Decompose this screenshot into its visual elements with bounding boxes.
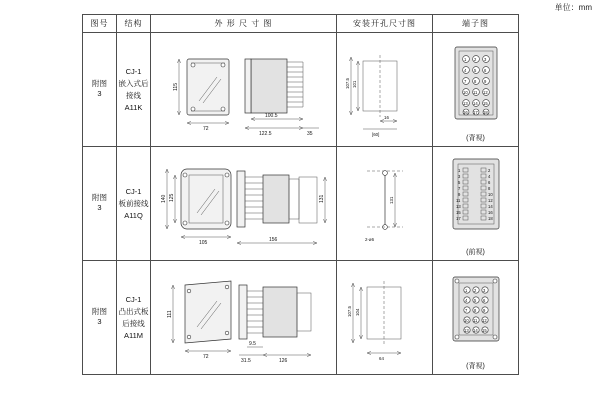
dim-122-5: 122.5 [259,131,272,137]
pin-label: 6 [483,298,486,303]
dim-126: 126 [279,358,288,364]
struct-desc: 板前接线 [118,198,149,208]
spec-table [82,14,519,375]
pin-label: 4 [488,174,491,179]
pin-label: 5 [474,298,477,303]
struct-desc: 凸出式板后接线 [118,307,149,328]
table-row [83,33,519,147]
pin-label: 6 [484,68,487,73]
dim-64: 64 [379,356,384,361]
terminal-caption: (背视) [466,363,485,370]
dim-125: 125 [169,193,175,202]
cell-outline-drawing [151,33,337,147]
pin-label: 2 [474,288,477,293]
pin-label: 1 [464,57,467,62]
struct-code: A11M [123,330,144,340]
table-header-row [83,15,519,33]
dim-100-5: 100.5 [265,113,278,119]
pin-label: 11 [473,318,478,323]
pin-label: 15 [456,210,461,215]
terminal-caption: (前视) [466,249,485,256]
struct-model: CJ-1 [125,67,142,76]
outline-drawing-1 [151,33,337,146]
dim-60: [60] [372,132,380,137]
pin-label: 15 [482,328,487,333]
header-term: 端子图 [433,15,519,33]
cell-terminal-diagram [433,261,519,375]
pin-label: 11 [473,90,478,95]
struct-model: CJ-1 [125,295,142,304]
figure-label: 附图 [92,78,107,88]
outline-drawing-2 [151,147,337,260]
pin-label: 4 [465,298,468,303]
header-outline: 外 形 尺 寸 图 [151,15,337,33]
dim-2-d6: 2-ø6 [365,237,375,242]
cell-mount-drawing [337,261,433,375]
terminal-diagram-3 [433,261,519,374]
pin-label: 9 [484,79,487,84]
pin-label: 16 [463,110,468,115]
figure-number: 3 [97,317,102,327]
pin-label: 16 [488,210,493,215]
pin-label: 2 [474,57,477,62]
figure-label: 附图 [92,192,107,202]
dim-16: 16 [384,115,389,120]
pin-label: 13 [464,328,469,333]
figure-number: 3 [97,203,102,213]
cell-terminal-diagram [433,147,519,261]
pin-label: 4 [464,68,467,73]
pin-label: 10 [488,192,493,197]
cell-terminal-diagram [433,33,519,147]
table-row [83,147,519,261]
pin-label: 1 [465,288,468,293]
header-no: 图号 [83,15,117,33]
pin-label: 5 [458,180,461,185]
dim-101: 101 [352,80,357,88]
dim-131: 131 [389,196,394,204]
pin-label: 13 [463,101,468,106]
cell-structure [117,33,151,147]
pin-label: 15 [483,101,488,106]
dim-156: 156 [269,237,278,243]
pin-label: 10 [463,90,468,95]
pin-label: 8 [474,79,477,84]
cell-structure [117,147,151,261]
struct-model: CJ-1 [125,186,142,196]
figure-number: 3 [97,89,102,99]
pin-label: 14 [488,204,493,209]
figure-label: 附图 [92,306,107,316]
pin-label: 8 [474,308,477,313]
pin-label: 14 [473,328,478,333]
pin-label: 13 [456,204,461,209]
cell-mount-drawing [337,147,433,261]
terminal-caption: (背视) [466,135,485,142]
header-mount: 安装开孔尺寸图 [337,15,433,33]
pin-label: 2 [488,168,491,173]
dim-140: 140 [161,194,167,203]
dim-131: 131 [319,194,325,203]
dim-107-5: 107.5 [347,306,352,317]
pin-label: 9 [458,192,461,197]
table-row [83,261,519,375]
cell-outline-drawing [151,147,337,261]
dim-9-5: 9.5 [249,341,256,347]
dim-107-5: 107.5 [345,78,350,89]
cell-outline-drawing [151,261,337,375]
pin-label: 7 [458,186,461,191]
dim-104: 104 [355,308,360,316]
pin-label: 8 [488,186,491,191]
struct-code: A11K [124,102,143,112]
terminal-diagram-2 [433,147,519,260]
dim-35: 35 [307,131,313,137]
pin-label: 6 [488,180,491,185]
mount-drawing-2 [337,147,433,260]
pin-label: 17 [456,216,461,221]
pin-label: 14 [473,101,478,106]
pin-label: 12 [488,198,493,203]
dim-72: 72 [203,126,209,132]
pin-label: 11 [456,198,461,203]
pin-label: 18 [488,216,493,221]
pin-label: 3 [484,57,487,62]
pin-label: 17 [473,110,478,115]
header-struct: 结构 [117,15,151,33]
terminal-diagram-1 [433,33,519,146]
dim-31-5: 31.5 [241,358,251,364]
dim-72: 72 [203,354,209,360]
pin-label: 3 [458,174,461,179]
pin-label: 18 [483,110,488,115]
pin-label: 12 [482,318,487,323]
dim-115: 115 [173,83,179,91]
mount-drawing-3 [337,261,433,374]
struct-code: A11Q [124,211,143,221]
pin-label: 7 [465,308,468,313]
dim-111: 111 [167,310,173,318]
cell-figure-no [83,261,117,375]
pin-label: 7 [464,79,467,84]
pin-label: 10 [464,318,469,323]
cell-mount-drawing [337,33,433,147]
pin-label: 5 [474,68,477,73]
struct-desc: 嵌入式后接线 [118,79,149,100]
dim-105: 105 [199,240,208,246]
mount-drawing-1 [337,33,433,146]
pin-label: 1 [458,168,461,173]
unit-note: 单位：mm [554,3,592,12]
pin-label: 9 [483,308,486,313]
pin-label: 12 [483,90,488,95]
cell-figure-no [83,33,117,147]
outline-drawing-3 [151,261,337,374]
cell-structure [117,261,151,375]
cell-figure-no [83,147,117,261]
pin-label: 3 [483,288,486,293]
